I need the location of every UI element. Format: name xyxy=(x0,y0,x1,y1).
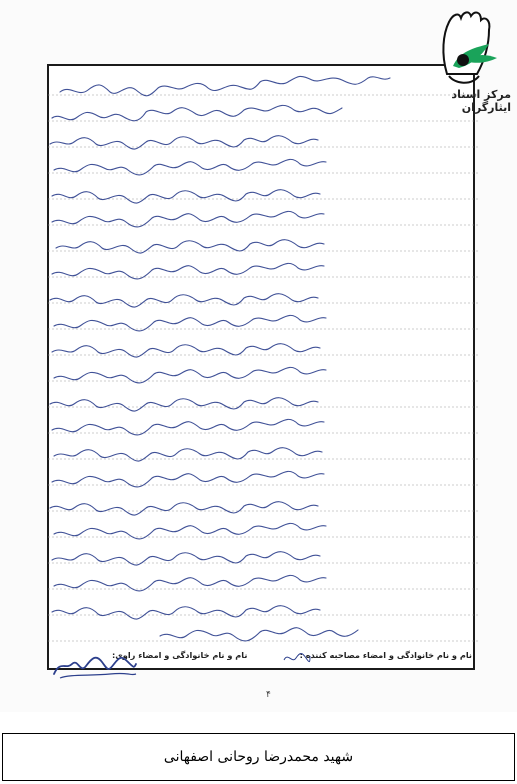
caption-title: شهید محمدرضا روحانی اصفهانی xyxy=(163,749,354,765)
interviewer-label: نام و نام خانوادگی و امضاء مصاحبه کننده : xyxy=(299,650,472,660)
handwritten-text xyxy=(40,70,510,650)
page-number: ۴ xyxy=(266,690,271,700)
narrator-label: نام و نام خانوادگی و امضاء راوی: xyxy=(112,650,248,660)
interviewer-signature xyxy=(282,648,312,666)
logo-text: مرکز اسناد ایثارگران xyxy=(451,88,511,114)
caption-box xyxy=(2,733,515,781)
handwritten-signature-icon xyxy=(50,652,140,684)
